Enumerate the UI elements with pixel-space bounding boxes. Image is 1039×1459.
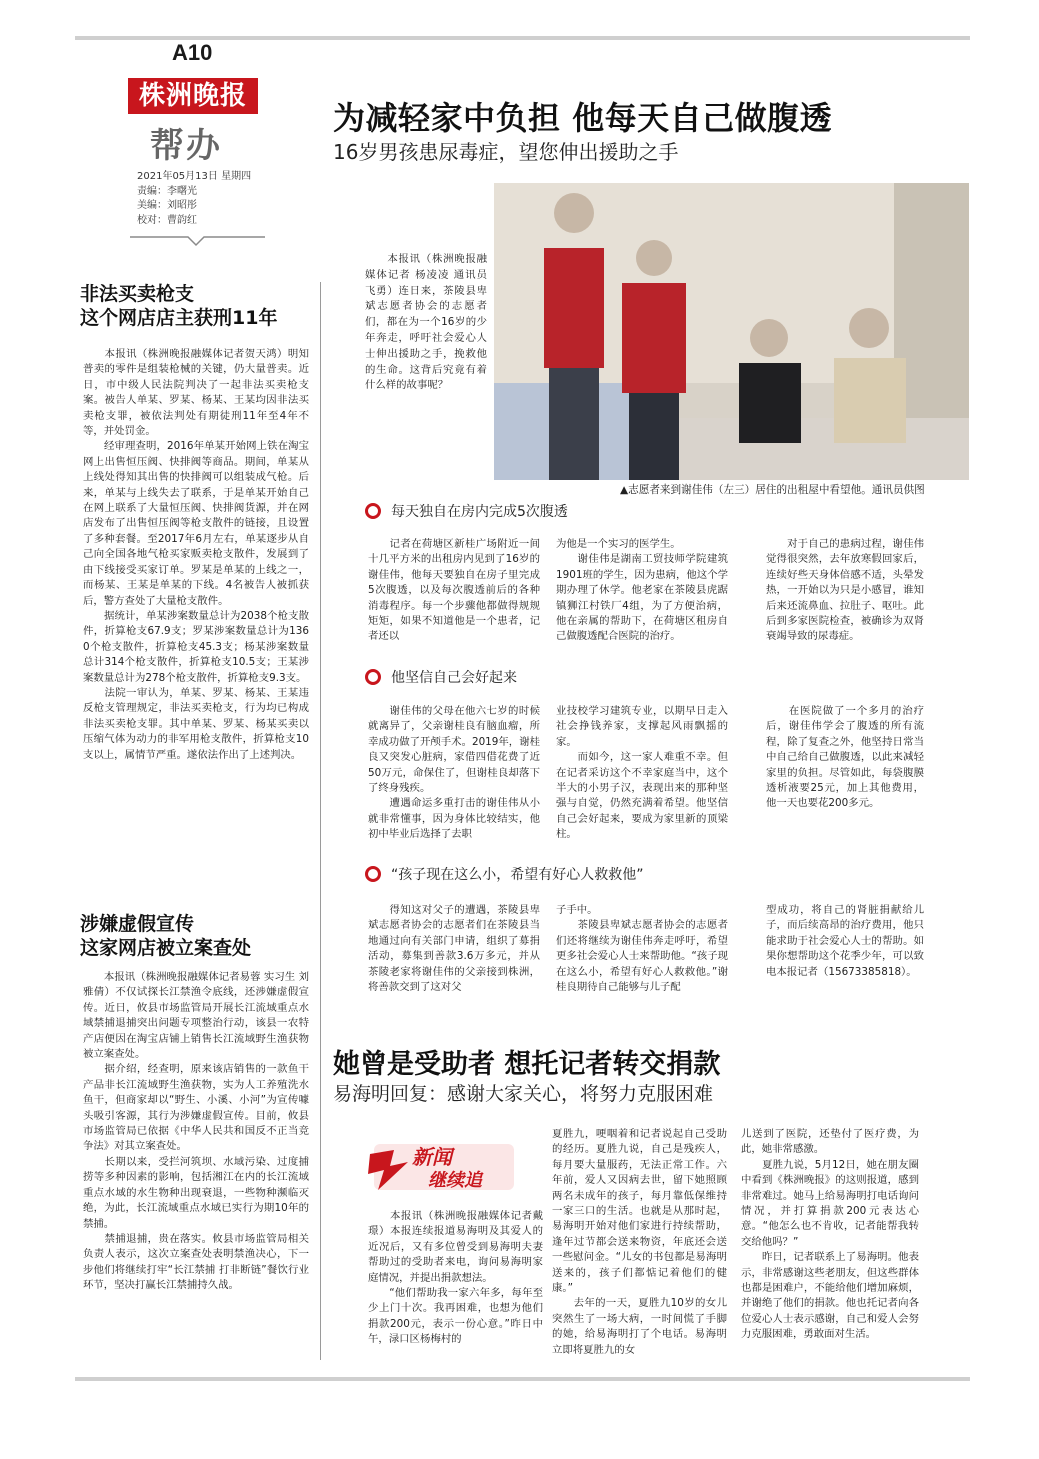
section1-title: 每天独自在房内完成5次腹透	[391, 504, 568, 520]
page-number: A10	[172, 40, 213, 65]
main-headline: 为减轻家中负担 他每天自己做腹透	[333, 99, 833, 137]
section-title: 帮办	[150, 126, 222, 166]
story2-headline	[80, 912, 251, 960]
section1-col1: 记者在荷塘区新桂广场附近一间十几平方米的出租房内见到了16岁的谢佳伟，他每天要独自在房子里完成5次腹透，以及每次腹透前后的各种消毒程序。每一个步骤他都做得规规矩矩，如果不知道他是一个患者，记者还以	[368, 538, 540, 643]
editor-credit: 责编：李曙光	[137, 185, 197, 197]
main-subheadline: 16岁男孩患尿毒症，望您伸出援助之手	[333, 140, 679, 164]
story2-headline-line2: 这家网店被立案查处	[80, 937, 252, 959]
story2-headline-line1: 涉嫌虚假宣传	[80, 913, 195, 935]
bullet-ring-icon	[365, 503, 381, 519]
story1-body: 本报讯（株洲晚报融媒体记者贺天鸿）明知普卖的零件是组装枪械的关键，仍大量普卖。近日，市中级人民法院判决了一起非法买卖枪支案。被告人单某、罗某、杨某、王某均因非法买卖枪支罪，被依法判处有期徒刑11年至4年不等，并处罚金。 经审理查明，2016年单某开始网上铁在淘宝网上出售恒压阀、快排阀等商品。期间，单某从上线处得知其出售的快排阀可以组装成气枪。后来，单某与上线失去了联系，于是单某开始自己在网上联系了大量恒压阀、快排阀货源，并在网店发布了出售恒压阀等枪支散件的链接，且设置了多种套餐。至2017年6月左右，单某逐步从自己向全国各地气枪买家贩卖枪支散件，发展到了由下线接受买家订单。罗某是单某的上线之一，而杨某、王某是单某的下线。4名被告人被抓获后，警方查处了大量枪支散件。 据统计，单某涉案数量总计为2038个枪支散件，折算枪支67.9支；罗某涉案数量总计为1360个枪支散件，折算枪支45.3支；杨某涉案数量总计314个枪支散件，折算枪支10.5支；王某涉案数量总计为278个枪支散件，折算枪支9.3支。 法院一审认为，单某、罗某、杨某、王某违反枪支管理规定，非法买卖枪支，行为均已构成非法买卖枪支罪。其中单某、罗某、杨某买卖以压缩气体为动力的非军用枪支散件，折算枪支10支以上，属情节严重。遂依法作出了上述判决。	[83, 348, 309, 761]
bullet-ring-icon	[365, 669, 381, 685]
section1-col3: 对于自己的患病过程，谢佳伟觉得很突然，去年放寒假回家后，连续好些天身体倍感不适，头晕发热，一开始以为只是小感冒，谁知后来还流鼻血、拉肚子、呕吐。此后到多家医院检查，被确诊为双肾衰竭导致的尿毒症。	[766, 538, 924, 643]
meta-divider-arrow-icon	[130, 233, 265, 247]
section2-col1: 谢佳伟的父母在他六七岁的时候就离异了，父亲谢桂良有脑血瘤，所幸成功做了开颅手术。2019年，谢桂良又突发心脏病，家借四借花费了近50万元，命保住了，但谢桂良却落下了终身残疾。 遭遇命运多重打击的谢佳伟从小就非常懂事，因为身体比较结实，他初中毕业后选择了去职	[368, 705, 540, 841]
column-divider	[320, 282, 321, 1360]
section3-col1: 得知这对父子的遭遇，茶陵县卑斌志愿者协会的志愿者们在茶陵县当地通过向有关部门申请，组织了募捐活动，募集到善款3.6万多元，并从茶陵老家将谢佳伟的父亲接到株洲，将善款交到了这对父	[368, 904, 540, 994]
story1-headline-line2: 这个网店店主获刑11年	[80, 307, 278, 329]
volunteers-photo	[494, 183, 969, 480]
bullet-ring-icon	[365, 866, 381, 882]
second-col2: 夏胜九，哽咽着和记者说起自己受助的经历。夏胜九说，自己是残疾人，每月要大量服药，无法正常工作。六年前，爱人又因病去世，留下她照顾两名未成年的孩子，每月靠低保维持一家三口的生活。也就是从那时起，易海明开始对他们家进行持续帮助，逢年过节都会送来物资，年底还会送一些慰问金。“儿女的书包都是易海明送来的，孩子们都惦记着他们的健康。” 去年的一天，夏胜九10岁的女儿突然生了一场大病，一时间慌了手脚的她，给易海明打了个电话。易海明立即将夏胜九的女	[552, 1128, 727, 1356]
section3-col3: 型成功，将自己的肾脏捐献给儿子，而后续高昂的治疗费用，他只能求助于社会爱心人士的帮助。如果你想帮助这个花季少年，可以致电本报记者（15673385818）。	[766, 904, 924, 978]
badge-line1: 新闻	[412, 1145, 452, 1169]
section2-title: 他坚信自己会好起来	[391, 670, 517, 686]
section2-col3: 在医院做了一个多月的治疗后，谢佳伟学会了腹透的所有流程，除了复查之外，他坚持日常当中自己给自己做腹透，以此来减轻家里的负担。尽管如此，每袋腹膜透析液要25元，加上其他费用，他一天也要花200多元。	[766, 705, 924, 810]
photo-caption: ▲志愿者来到谢佳伟（左三）居住的出租屋中看望他。通讯员供图	[620, 484, 925, 496]
section2-col2: 业技校学习建筑专业，以期早日走入社会挣钱养家，支撑起风雨飘摇的家。 而如今，这一家人难重不幸。但在记者采访这个不幸家庭当中，这个半大的小男子汉，表现出来的那种坚强与自觉，仍然充满着希望。他坚信自己会好起来，要成为家里新的顶梁柱。	[556, 705, 728, 841]
designer-credit: 美编：刘昭彤	[137, 200, 197, 211]
masthead-logo: 株洲晚报	[128, 78, 258, 114]
issue-date: 2021年05月13日 星期四	[137, 171, 252, 182]
section1-col2: 为他是一个实习的医学生。 谢佳伟是湖南工贸技师学院建筑1901班的学生，因为患病，他这个学期办理了休学。他老家在茶陵县虎踞镇狮江村铁厂4组，为了方便治病，他在亲属的帮助下，在荷塘区租房自己做腹透配合医院的治疗。	[556, 538, 728, 643]
second-subheadline: 易海明回复：感谢大家关心，将努力克服困难	[333, 1083, 714, 1105]
section3-heading	[365, 864, 644, 884]
story2-body: 本报讯（株洲晚报融媒体记者易蓉 实习生 刘雅倩）不仅试探长江禁渔令底线，还涉嫌虚假宣传。近日，攸县市场监管局开展长江流域重点水域禁捕退捕突出问题专项整治行动，该县一农特产店便因在淘宝店铺上销售长江流域野生渔获物被立案查处。 据介绍，经查明，原来该店销售的一款鱼干产品非长江流域野生渔获物，实为人工养殖洗水鱼干，但商家却以“野生、小溪、小河”为宣传噱头吸引客源，其行为涉嫌虚假宣传。目前，攸县市场监管局已依据《中华人民共和国反不正当竞争法》对其立案查处。 长期以来，受拦河筑坝、水域污染、过度捕捞等多种因素的影响，包括湘江在内的长江流域重点水域的水生物种出现衰退，一些物种濒临灭绝，为此，长江流域重点水域已实行为期10年的禁捕。 禁捕退捕，贵在落实。攸县市场监管局相关负责人表示，这次立案查处表明禁渔决心，下一步他们将继续打牢“长江禁捕 打非断链”餐饮行业环节，坚决打赢长江禁捕持久战。	[83, 971, 309, 1292]
section2-heading	[365, 667, 517, 687]
second-headline: 她曾是受助者 想托记者转交捐款	[333, 1049, 721, 1080]
news-follow-up-badge	[368, 1136, 518, 1192]
bottom-rule	[75, 1377, 970, 1381]
section1-heading	[365, 501, 568, 521]
section3-col2: 子手中。 茶陵县卑斌志愿者协会的志愿者们还将继续为谢佳伟奔走呼吁，希望更多社会爱心人士来帮助他。“孩子现在这么小，希望有好心人救救他。”谢桂良期待自己能够与儿子配	[556, 904, 728, 994]
page-meta	[137, 170, 251, 228]
second-col3: 儿送到了医院，还垫付了医疗费，为此，她非常感激。 夏胜九说，5月12日，她在朋友圈中看到《株洲晚报》的这则报道，感到非常难过。她马上给易海明打电话询问情况，并打算捐款200元表达心意。“他怎么也不肯收，记者能帮我转交给他吗？” 昨日，记者联系上了易海明。他表示，非常感谢这些老朋友，但这些群体也都是困难户，不能给他们增加麻烦，并谢绝了他们的捐款。他也托记者向各位爱心人士表示感谢，自己和爱人会努力克服困难，勇敢面对生活。	[741, 1128, 919, 1341]
proofreader-credit: 校对：曹韵红	[137, 214, 197, 226]
story1-headline-line1: 非法买卖枪支	[80, 283, 195, 305]
section3-title: “孩子现在这么小，希望有好心人救救他”	[391, 867, 644, 883]
main-lede: 本报讯（株洲晚报融媒体记者 杨凌凌 通讯员 飞勇）连日来，茶陵县卑斌志愿者协会的志愿者们，都在为一个16岁的少年奔走，呼吁社会爱心人士伸出援助之手，挽救他的生命。这背后究竟有着什么样的故事呢？	[365, 253, 491, 392]
badge-line2: 继续追	[428, 1170, 482, 1191]
story1-headline	[80, 282, 277, 330]
second-col1: 本报讯（株洲晚报融媒体记者戴璟）本报连续报道易海明及其爱人的近况后，又有多位曾受到易海明夫妻帮助过的受助者来电，询问易海明家庭情况，并提出捐款想法。 “他们帮助我一家六年多，每年至少上门十次。我再困难，也想为他们捐款200元，表示一份心意。”昨日中午，渌口区杨梅村的	[368, 1210, 543, 1346]
